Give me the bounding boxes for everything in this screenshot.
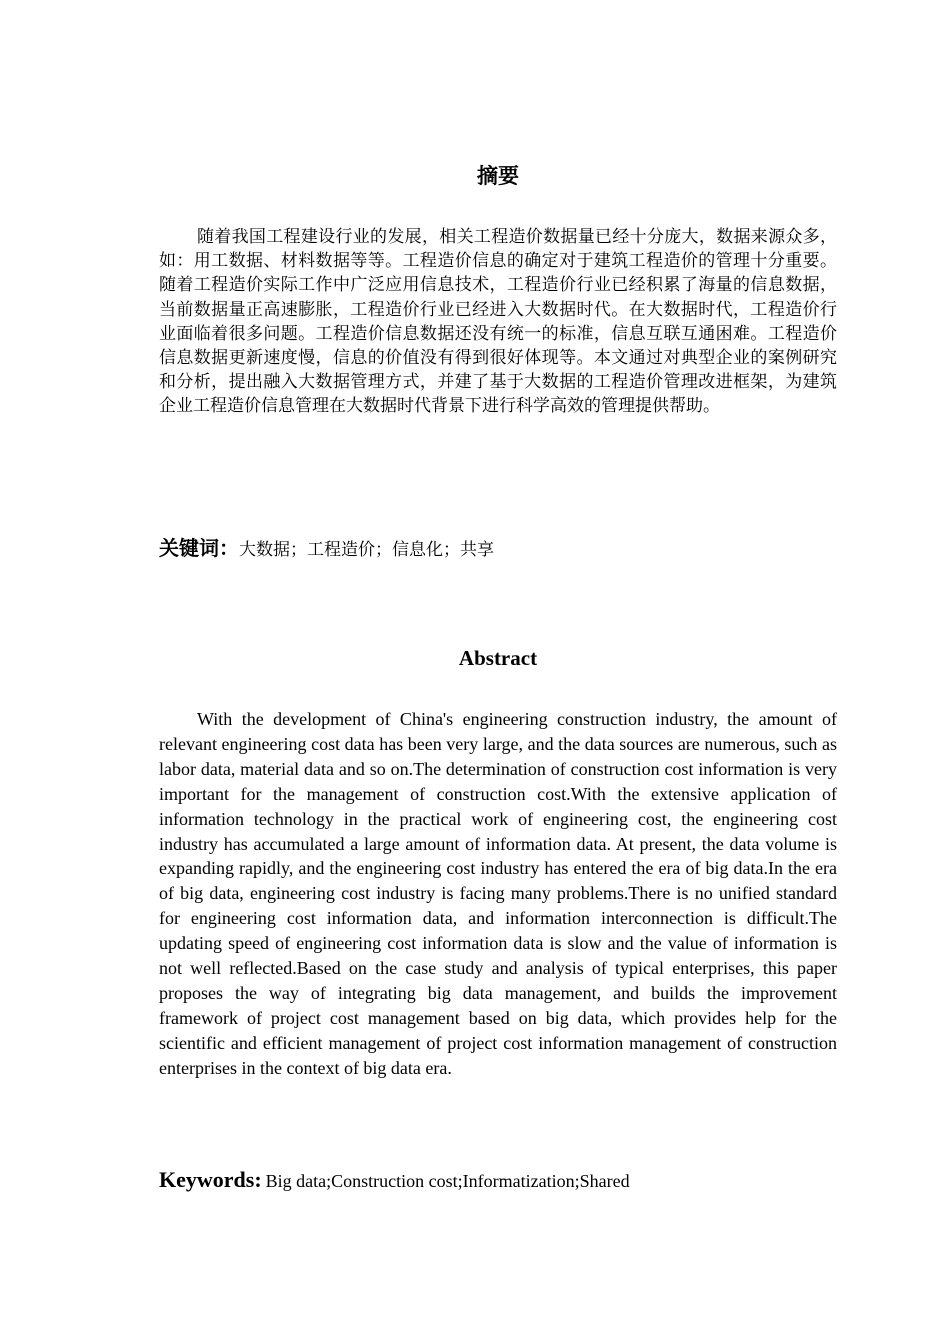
english-keywords-text: Big data;Construction cost;Informatization;Shared — [265, 1171, 630, 1191]
english-abstract-title: Abstract — [458, 646, 538, 670]
chinese-keywords-label: 关键词： — [159, 536, 239, 560]
english-keywords-label: Keywords: — [159, 1167, 262, 1192]
chinese-abstract-body: 随着我国工程建设行业的发展，相关工程造价数据量已经十分庞大，数据来源众多，如：用工数据、材料数据等等。工程造价信息的确定对于建筑工程造价的管理十分重要。随着工程造价实际工作中广泛应用信息技术，工程造价行业已经积累了海量的信息数据，当前数据量正高速膨胀，工程造价行业已经进入大数据时代。在大数据时代，工程造价行业面临着很多问题。工程造价信息数据还没有统一的标准，信息互联互通困难。工程造价信息数据更新速度慢，信息的价值没有得到很好体现等。本文通过对典型企业的案例研究和分析，提出融入大数据管理方式，并建了基于大数据的工程造价管理改进框架，为建筑企业工程造价信息管理在大数据时代背景下进行科学高效的管理提供帮助。 — [159, 227, 837, 417]
chinese-abstract-title: 摘要 — [477, 164, 519, 188]
english-keywords — [159, 1165, 837, 1198]
chinese-keywords — [159, 533, 837, 565]
english-abstract-body: With the development of China's engineering construction industry, the amount of relevant engineering cost data has been very large, and the data sources are numerous, such as labor data, material data and so on.The determination of construction cost information is very important for the management of construction cost.With the extensive application of information technology in the practical work of engineering cost, the engineering cost industry has accumulated a large amount of information data. At present, the data volume is expanding rapidly, and the engineering cost industry has entered the era of big data.In the era of big data, engineering cost industry is facing many problems.There is no unified standard for engineering cost information data, and information interconnection is difficult.The updating speed of engineering cost information data is slow and the value of information is not well reflected.Based on the case study and analysis of typical enterprises, this paper proposes the way of integrating big data management, and builds the improvement framework of project cost management based on big data, which provides help for the scientific and efficient management of project cost information management of construction enterprises in the context of big data era. — [159, 709, 837, 1078]
chinese-keywords-text: 大数据；工程造价；信息化；共享 — [239, 540, 494, 560]
